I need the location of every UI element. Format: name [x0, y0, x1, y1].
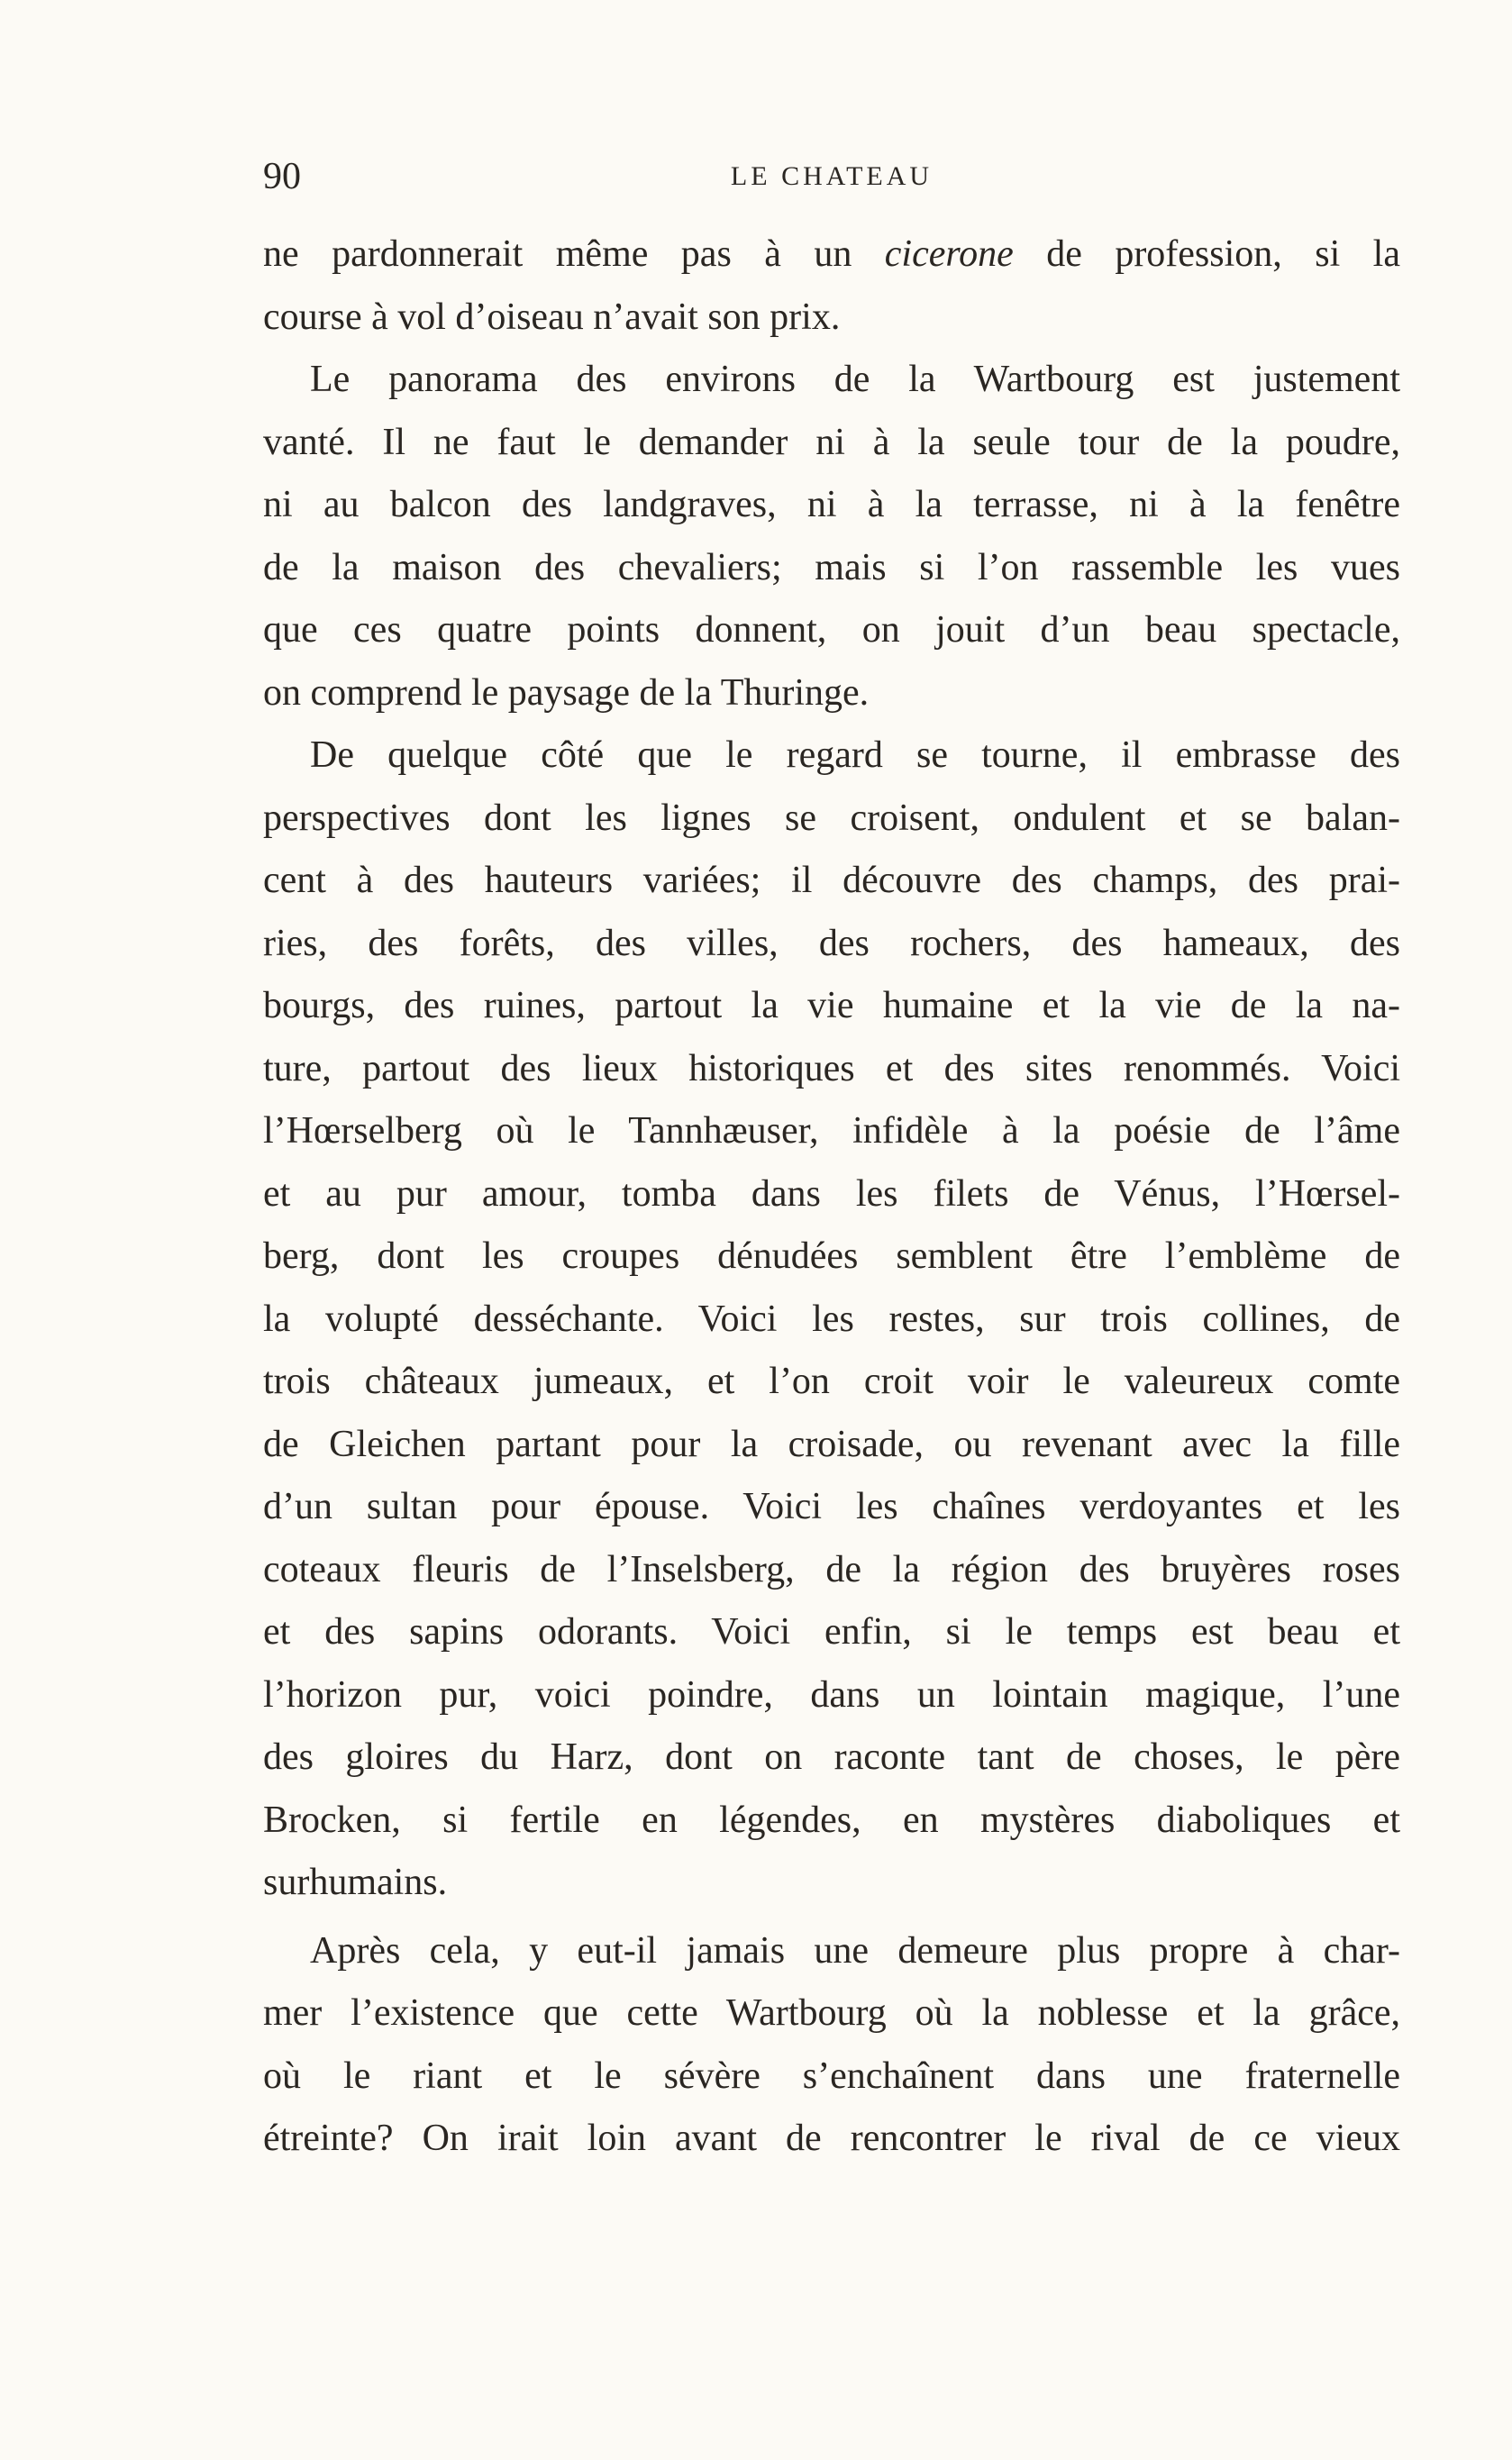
text-line: trois châteaux jumeaux, et l’on croit voir le valeureux comte: [263, 1361, 1400, 1402]
running-head: [263, 151, 1400, 202]
text-line: Le panorama des environs de la Wartbourg est justement: [310, 359, 1400, 400]
paragraph: [263, 1920, 1400, 2171]
text-line: et des sapins odorants. Voici enfin, si le temps est beau et: [263, 1611, 1400, 1653]
text-line: mer l’existence que cette Wartbourg où la noblesse et la grâce,: [263, 1992, 1400, 2034]
text-line: surhumains.: [263, 1862, 448, 1903]
page-number: 90: [263, 156, 301, 197]
text-line: coteaux fleuris de l’Inselsberg, de la région des bruyères roses: [263, 1548, 1400, 1590]
text-line: la volupté desséchante. Voici les restes, sur trois collines, de: [263, 1298, 1400, 1340]
text-line: Brocken, si fertile en légendes, en mystères diaboliques et: [263, 1799, 1400, 1841]
text-line: l’horizon pur, voici poindre, dans un lointain magique, l’une: [263, 1673, 1400, 1716]
text-line: perspectives dont les lignes se croisent, ondulent et se balan-: [263, 797, 1400, 839]
italic-term: cicerone: [884, 233, 1014, 275]
text-line: que ces quatre points donnent, on jouit d’un beau spectacle,: [263, 609, 1400, 651]
text-line: ni au balcon des landgraves, ni à la terrasse, ni à la fenêtre: [263, 484, 1400, 525]
text-line: bourgs, des ruines, partout la vie humaine et la vie de la na-: [263, 985, 1400, 1026]
text-line: étreinte? On irait loin avant de rencontrer le rival de ce vieux: [263, 2118, 1400, 2159]
text-line: De quelque côté que le regard se tourne, il embrasse des: [310, 734, 1400, 776]
text-line: des gloires du Harz, dont on raconte tant de choses, le père: [263, 1736, 1400, 1778]
text-line: l’Hœrselberg où le Tannhæuser, infidèle à la poésie de l’âme: [263, 1110, 1400, 1152]
text-line: berg, dont les croupes dénudées semblent être l’emblème de: [263, 1235, 1400, 1277]
paragraph: [263, 349, 1400, 724]
text-line: où le riant et le sévère s’enchaînent dans une fraternelle: [263, 2055, 1400, 2097]
text-line: course à vol d’oiseau n’avait son prix.: [263, 296, 841, 338]
text-line: on comprend le paysage de la Thuringe.: [263, 671, 870, 714]
text-line: cent à des hauteurs variées; il découvre des champs, des prai-: [263, 860, 1400, 901]
text-line: ture, partout des lieux historiques et des sites renommés. Voici: [263, 1047, 1400, 1089]
text-line: vanté. Il ne faut le demander ni à la seule tour de la poudre,: [263, 421, 1400, 463]
running-title: LE CHATEAU: [730, 161, 934, 191]
text-line: de Gleichen partant pour la croisade, ou revenant avec la fille: [263, 1423, 1400, 1465]
paragraph: [263, 724, 1400, 1915]
body-text: [263, 223, 1400, 2171]
paragraph: [263, 223, 1400, 349]
text-line: et au pur amour, tomba dans les filets de Vénus, l’Hœrsel-: [263, 1172, 1400, 1215]
text-line: ne pardonnerait même pas à un cicerone de profession, si la: [263, 233, 1400, 275]
text-line: Après cela, y eut-il jamais une demeure plus propre à char-: [310, 1929, 1400, 1972]
text-line: ries, des forêts, des villes, des rochers, des hameaux, des: [263, 922, 1400, 964]
text-line: de la maison des chevaliers; mais si l’on rassemble les vues: [263, 546, 1400, 588]
text-line: d’un sultan pour épouse. Voici les chaînes verdoyantes et les: [263, 1486, 1400, 1527]
